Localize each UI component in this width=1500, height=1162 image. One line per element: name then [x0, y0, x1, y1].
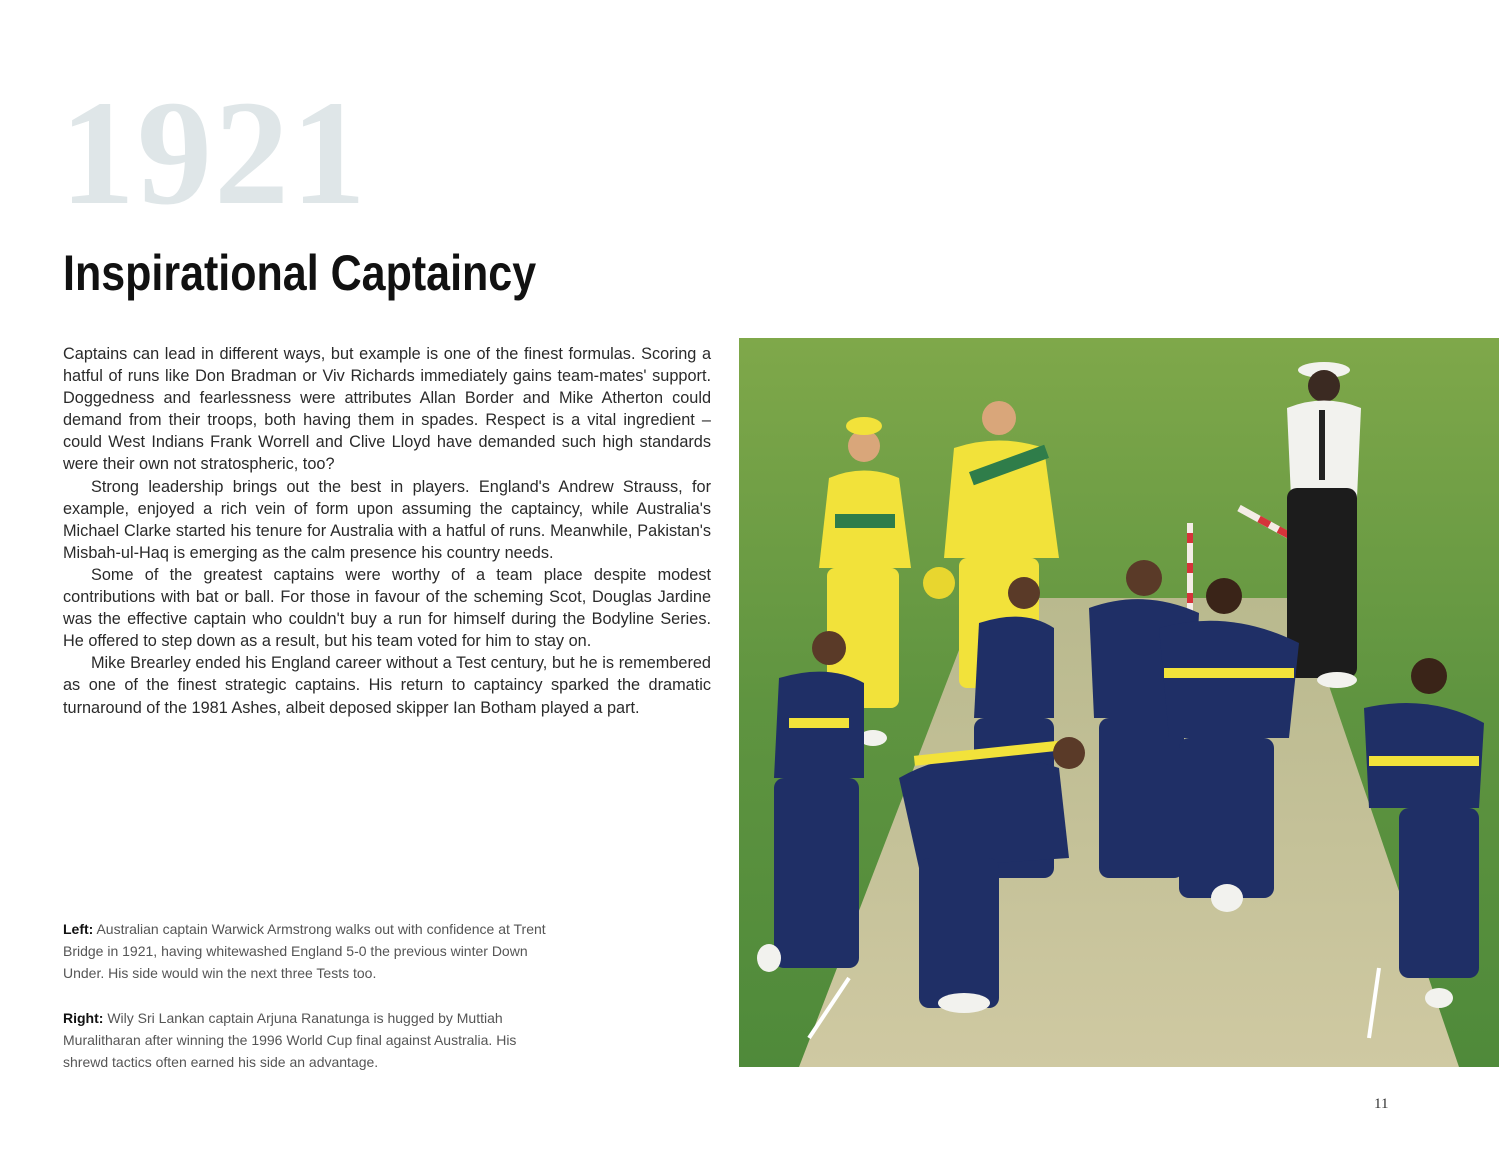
page-number: 11: [1374, 1096, 1389, 1112]
paragraph: Captains can lead in different ways, but example is one of the finest formulas. Scoring a hatful of runs like Don Bradman or Viv Richards immediately gains team-mates' support. Doggedness and fearlessness were attributes Allan Border and Mike Atherton could demand from their troops, both having them in spades. Respect is a vital ingredient – could West Indians Frank Worrell and Clive Lloyd have demanded such high standards were their own not stratospheric, too?: [63, 345, 711, 474]
paragraph: Mike Brearley ended his England career without a Test century, but he is remembered as one of the finest strategic captains. His return to captaincy sparked the dramatic turnaround of the 1981 Ashes, albeit deposed skipper Ian Botham played a part.: [63, 654, 711, 717]
paragraph: Some of the greatest captains were worthy of a team place despite modest contributions with bat or ball. For those in favour of the scheming Scot, Douglas Jardine was the effective captain who couldn't buy a run for himself during the Bodyline Series. He offered to step down as a result, but his team voted for him to stay on.: [63, 565, 711, 651]
paragraph: Strong leadership brings out the best in players. England's Andrew Strauss, for example, enjoyed a rich vein of form upon assuming the captaincy, while Australia's Michael Clarke started his tenure for Australia with a hatful of runs. Meanwhile, Pakistan's Misbah-ul-Haq is emerging as the calm presence his country needs.: [63, 477, 711, 562]
photo-illustration: [739, 338, 1499, 1067]
caption-left-label: Left:: [63, 921, 94, 937]
umpire-figure: [1287, 362, 1361, 688]
body-text: [63, 343, 711, 719]
page-title: Inspirational Captaincy: [63, 245, 537, 301]
caption-left: [63, 918, 563, 984]
caption-left-text: Australian captain Warwick Armstrong walks out with confidence at Trent Bridge in 1921, having whitewashed England 5-0 the previous winter Down Under. His side would win the next three Tests too.: [63, 921, 546, 981]
caption-right-text: Wily Sri Lankan captain Arjuna Ranatunga is hugged by Muttiah Muralitharan after winning the 1996 World Cup final against Australia. His shrewd tactics often earned his side an advantage.: [63, 1010, 517, 1070]
chapter-year: 1921: [60, 70, 368, 236]
caption-right: [63, 1007, 563, 1073]
caption-right-label: Right:: [63, 1010, 104, 1026]
cricket-celebration-photo: [739, 338, 1499, 1067]
